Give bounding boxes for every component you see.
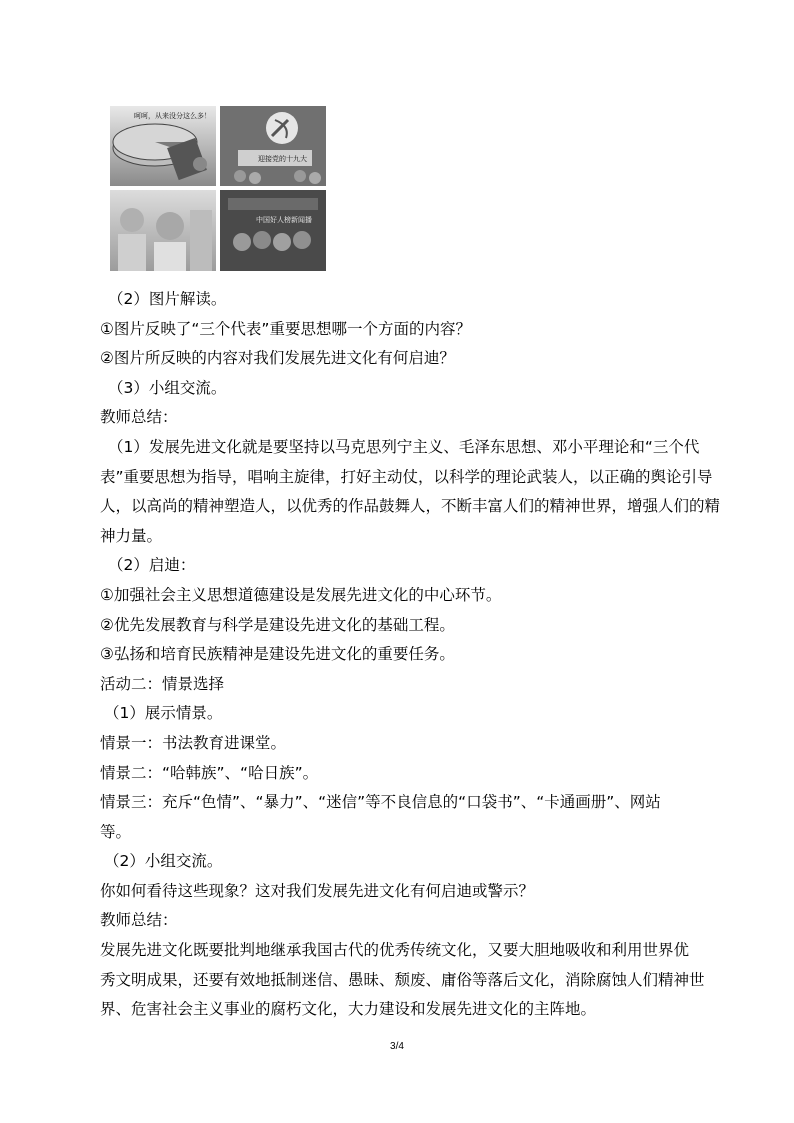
activity-two-heading: 活动二：情景选择	[100, 674, 225, 693]
question-2: ②图片所反映的内容对我们发展先进文化有何启迪？	[100, 349, 455, 368]
section-heading-group-discussion: （3）小组交流。	[108, 378, 227, 397]
party-congress-crowd-photo	[220, 106, 326, 186]
summary-paragraph-line: 人，以高尚的精神塑造人，以优秀的作品鼓舞人，不断丰富人们的精神世界，增强人们的精	[100, 497, 721, 516]
scene-3-line: 情景三：充斥“色情”、“暴力”、“迷信”等不良信息的“口袋书”、“卡通画册”、网站	[100, 793, 661, 812]
scene-1: 情景一：书法教育进课堂。	[100, 733, 287, 752]
teacher-summary-label-2: 教师总结：	[100, 911, 178, 930]
party-emblem-illustration	[220, 106, 326, 186]
summary-paragraph-line: 表”重要思想为指导，唱响主旋律，打好主动仗，以科学的理论武装人，以正确的舆论引导	[100, 467, 713, 486]
summary-paragraph-line: （1）发展先进文化就是要坚持以马克思列宁主义、毛泽东思想、邓小平理论和“三个代	[108, 437, 700, 456]
teacher-summary-label: 教师总结：	[100, 408, 178, 427]
photo-caption-2: 迎接党的十九大	[258, 155, 307, 163]
good-people-illustration	[220, 190, 326, 271]
document-body	[100, 285, 722, 1025]
photo-collage	[110, 106, 326, 271]
question-1: ①图片反映了“三个代表”重要思想哪一个方面的内容？	[100, 319, 471, 338]
scene-2: 情景二：“哈韩族”、“哈日族”。	[100, 763, 319, 782]
inspiration-heading: （2）启迪：	[108, 556, 196, 575]
people-saluting-photo	[110, 190, 216, 271]
scene-3-line: 等。	[100, 822, 132, 841]
final-summary-line: 秀文明成果，还要有效地抵制迷信、愚昧、颓废、庸俗等落后文化，消除腐蚀人们精神世	[100, 970, 705, 989]
group-discussion-heading: （2）小组交流。	[104, 852, 223, 871]
discussion-question: 你如何看待这些现象？这对我们发展先进文化有何启迪或警示？	[100, 881, 535, 900]
gdp-cake-cartoon-photo	[110, 106, 216, 186]
inspiration-item-3: ③弘扬和培育民族精神是建设先进文化的重要任务。	[100, 645, 455, 664]
inspiration-item-2: ②优先发展教育与科学是建设先进文化的基础工程。	[100, 615, 455, 634]
final-summary-line: 发展先进文化既要批判地继承我国古代的优秀传统文化，又要大胆地吸收和利用世界优	[100, 941, 690, 960]
inspiration-item-1: ①加强社会主义思想道德建设是发展先进文化的中心环节。	[100, 585, 502, 604]
people-illustration	[110, 190, 216, 271]
page-number: 3/4	[390, 1041, 404, 1052]
summary-paragraph-line: 神力量。	[100, 526, 163, 545]
photo-caption-1: 呵呵，从来没分这么多！	[134, 112, 211, 120]
final-summary-line: 界、危害社会主义事业的腐朽文化，大力建设和发展先进文化的主阵地。	[100, 1000, 597, 1019]
show-scenes-heading: （1）展示情景。	[104, 704, 223, 723]
photo-caption-4: 中国好人榜新闻播	[256, 216, 312, 224]
good-people-news-photo	[220, 190, 326, 271]
section-heading-picture-reading: （2）图片解读。	[108, 290, 227, 308]
